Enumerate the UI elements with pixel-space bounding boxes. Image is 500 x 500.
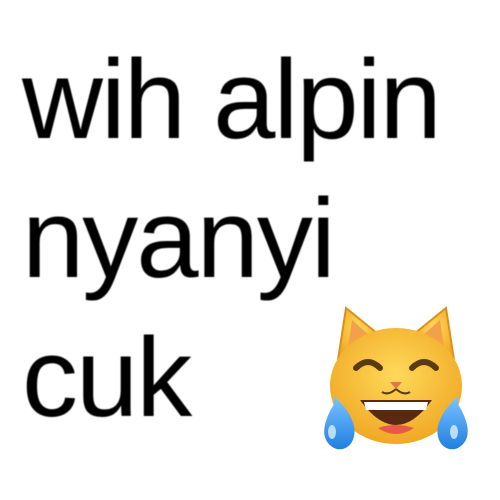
cat-tears-of-joy-icon xyxy=(316,300,476,460)
caption-line-1: wih alpin xyxy=(22,37,440,162)
caption-line-2: nyanyi xyxy=(22,176,334,301)
caption-line-3: cuk xyxy=(22,315,191,440)
